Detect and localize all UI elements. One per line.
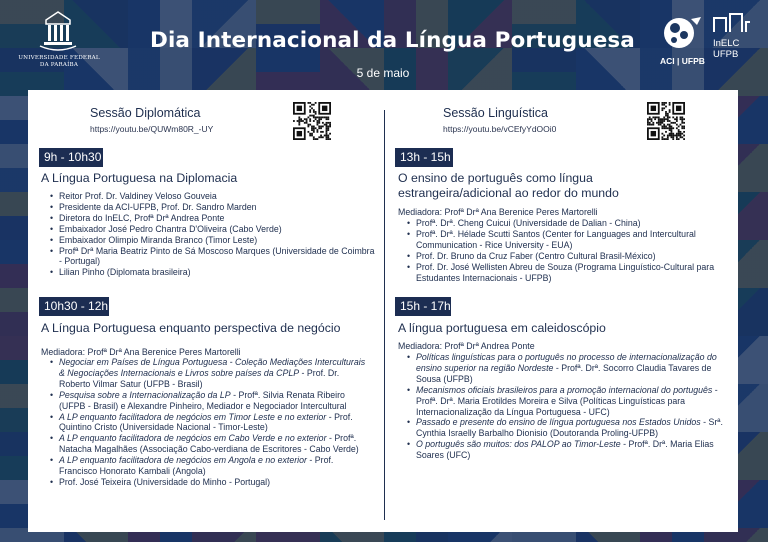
list-item (50, 357, 372, 390)
program-card (28, 90, 738, 532)
aci-label: ACI | UFPB (660, 56, 705, 66)
time-slot: 10h30 - 12h (39, 297, 109, 316)
speaker-list (407, 218, 727, 283)
inelc-label (713, 38, 739, 60)
talk-title: Pesquisa sobre a Internacionalização da LP (59, 389, 231, 400)
list-item: • Prof. Dr. José Wellisten Abreu de Souza (Programa Linguístico-Cultural para Estudantes Internacionais - UFPB) (407, 262, 727, 284)
list-item: • Embaixador José Pedro Chantra D'Oliveira (Cabo Verde) (50, 224, 378, 235)
talk-title: Políticas linguísticas para o português no processo de internacionalização do ensino superior na região Nordeste (416, 352, 717, 373)
list-item: • Profª. Drª. Cheng Cuicui (Universidade de Dalian - China) (407, 218, 727, 229)
header (0, 0, 768, 90)
talk-title: Passado e presente do ensino de língua portuguesa nos Estados Unidos (416, 417, 701, 428)
inelc-line2: UFPB (713, 49, 739, 60)
speaker-info: - Prof. Quintino Cristo (Universidade Nacional - Timor-Leste) (59, 411, 353, 433)
speaker-info: - Profª. Natacha Magalhães (Associação Cabo-verdiana de Escritores - Cabo Verde) (59, 433, 359, 455)
column-divider (384, 110, 385, 520)
session-title: Sessão Linguística (443, 106, 548, 120)
time-slot: 9h - 10h30 (39, 148, 103, 167)
list-item (50, 390, 372, 412)
block-title: A língua portuguesa em caleidoscópio (398, 321, 606, 335)
list-item (407, 417, 727, 439)
block-title: O ensino de português como língua estrangeira/adicional ao redor do mundo (398, 171, 619, 200)
talk-title: A LP enquanto facilitadora de negócios em Angola e no exterior (59, 455, 307, 466)
speaker-info: - Profª. Drª. Maria Erotildes Moreira e Silva (Políticas Linguísticas para Internacionalização da Língua Portuguesa - UFC) (416, 384, 718, 417)
university-name: UNIVERSIDADE FEDERAL DA PARAÍBA (18, 55, 100, 68)
time-slot: 13h - 15h (395, 148, 453, 167)
list-item: • Profª. Drª. Hélade Scutti Santos (Center for Languages and Intercultural Communication - Rice University - EUA) (407, 229, 727, 251)
mediator: Mediadora: Profª Drª Andrea Ponte (398, 341, 535, 351)
speaker-list (50, 357, 372, 488)
speaker-info: - Profª. Drª. Maria Elias Soares (UFC) (416, 439, 714, 461)
speaker-list (50, 191, 378, 278)
ufpb-crest-icon (36, 10, 80, 52)
speaker-info: - Prof. Francisco Honorato Kambali (Angola) (59, 455, 334, 477)
speaker-info: Prof. José Teixeira (Universidade do Minho - Portugal) (59, 476, 271, 487)
list-item (50, 433, 372, 455)
list-item (407, 352, 727, 385)
inelc-logo-icon (712, 12, 752, 34)
list-item: • Diretora do InELC, Profª Drª Andrea Ponte (50, 213, 378, 224)
aci-logo-icon (661, 15, 703, 51)
qr-code-icon[interactable] (647, 102, 685, 140)
mediator: Mediadora: Profª Drª Ana Berenice Peres Martorelli (41, 347, 241, 357)
block-title: A Língua Portuguesa enquanto perspectiva de negócio (41, 321, 341, 335)
talk-title: Negociar em Países de Língua Portuguesa - Coleção Mediações Interculturais & Negociações Internacionais e Livros sobre países da CPLP (59, 357, 366, 378)
talk-title: Mecanismos oficiais brasileiros para a promoção internacional do português (416, 384, 713, 395)
page-title: Dia Internacional da Língua Portuguesa (150, 28, 635, 53)
speaker-info: - Profª. Silvia Renata Ribeiro (UFPB - Brasil) e Alexandre Pinheiro, Mediador e Negociador Intercultural (59, 389, 347, 411)
list-item: • Embaixador Olimpio Miranda Branco (Timor Leste) (50, 235, 378, 246)
list-item: • Profª Drª Maria Beatriz Pinto de Sá Moscoso Marques (Universidade de Coimbra - Portugal) (50, 246, 378, 268)
session-url[interactable]: https://youtu.be/vCEfyYdOOi0 (443, 124, 557, 134)
mediator: Mediadora: Profª Drª Ana Berenice Peres Martorelli (398, 207, 598, 217)
list-item (50, 455, 372, 477)
talk-title: O português são muitos: dos PALOP ao Timor-Leste (416, 439, 621, 450)
list-item: • Presidente da ACI-UFPB, Prof. Dr. Sandro Marden (50, 202, 378, 213)
session-url[interactable]: https://youtu.be/QUWm80R_-UY (90, 124, 214, 134)
event-date: 5 de maio (356, 66, 410, 80)
time-slot: 15h - 17h (395, 297, 451, 316)
block-title: A Língua Portuguesa na Diplomacia (41, 171, 238, 185)
talk-title: A LP enquanto facilitadora de negócios em Timor Leste e no exterior (59, 411, 327, 422)
talk-title: A LP enquanto facilitadora de negócios em Cabo Verde e no exterior (59, 433, 327, 444)
session-title: Sessão Diplomática (90, 106, 201, 120)
list-item (50, 412, 372, 434)
list-item (50, 477, 372, 488)
list-item (407, 385, 727, 418)
speaker-info: - Profª. Drª. Socorro Claudia Tavares de Sousa (UFPB) (416, 362, 712, 384)
list-item: • Lilian Pinho (Diplomata brasileira) (50, 267, 378, 278)
list-item: • Prof. Dr. Bruno da Cruz Faber (Centro Cultural Brasil-México) (407, 251, 727, 262)
speaker-list (407, 352, 727, 461)
list-item: • Reitor Prof. Dr. Valdiney Veloso Gouveia (50, 191, 378, 202)
qr-code-icon[interactable] (293, 102, 331, 140)
list-item (407, 439, 727, 461)
inelc-line1: InELC (713, 38, 740, 49)
speaker-info: - Srª. Cynthia Israelly Barbalho Dionisio (Doutoranda Proling-UFPB) (416, 417, 723, 439)
speaker-info: - Prof. Dr. Roberto Vilmar Satur (UFPB - Brasil) (59, 367, 340, 389)
